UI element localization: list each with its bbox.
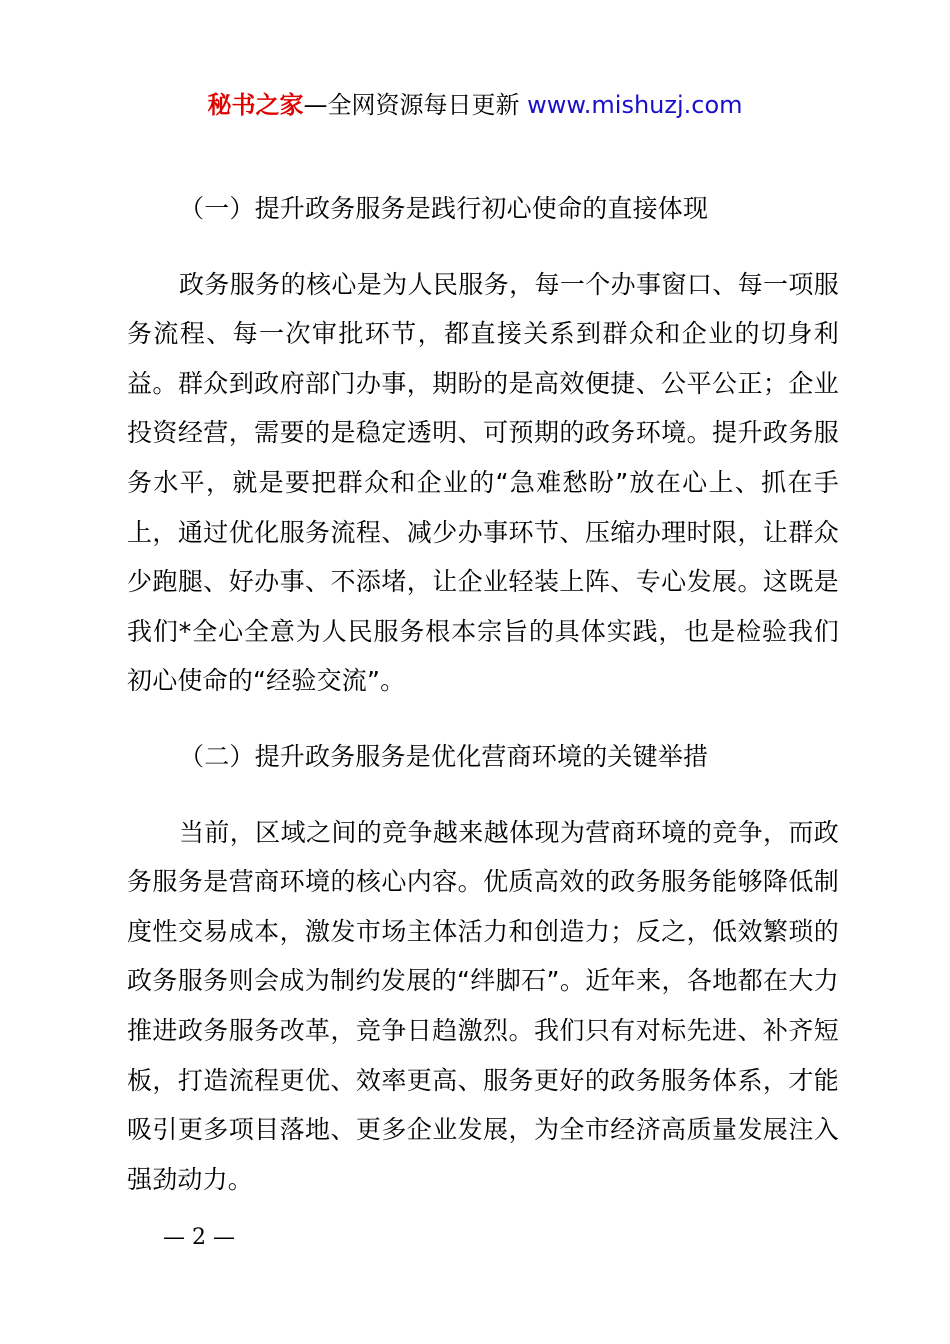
- section-heading-1: （一）提升政务服务是践行初心使命的直接体现: [179, 194, 709, 223]
- header-tagline: —全网资源每日更新: [303, 91, 528, 119]
- section-paragraph-1: 政务服务的核心是为人民服务，每一个办事窗口、每一项服务流程、每一次审批环节，都直接关系到群众和企业的切身利益。群众到政府部门办事，期盼的是高效便捷、公平公正；企业投资经营，需要的是稳定透明、可预期的政务环境。提升政务服务水平，就是要把群众和企业的“急难愁盼”放在心上、抓在手上，通过优化服务流程、减少办事环节、压缩办理时限，让群众少跑腿、好办事、不添堵，让企业轻装上阵、专心发展。这既是我们*全心全意为人民服务根本宗旨的具体实践，也是检验我们初心使命的“经验交流”。: [127, 269, 839, 696]
- page-number: — 2 —: [163, 1225, 235, 1250]
- section-paragraph-2: 当前，区域之间的竞争越来越体现为营商环境的竞争，而政务服务是营商环境的核心内容。优质高效的政务服务能够降低制度性交易成本，激发市场主体活力和创造力；反之，低效繁琐的政务服务则会成为制约发展的“绊脚石”。近年来，各地都在大力推进政务服务改革，竞争日趋激烈。我们只有对标先进、补齐短板，打造流程更优、效率更高、服务更好的政务服务体系，才能吸引更多项目落地、更多企业发展，为全市经济高质量发展注入强劲动力。: [127, 817, 839, 1194]
- section-heading-2: （二）提升政务服务是优化营商环境的关键举措: [179, 741, 709, 771]
- website-url[interactable]: www.mishuzj.com: [527, 91, 743, 119]
- section-spacer: [127, 234, 839, 260]
- brand-name: 秘书之家: [207, 91, 304, 119]
- section-spacer: [127, 706, 839, 732]
- document-body: [127, 184, 839, 1204]
- section-spacer: [127, 782, 839, 808]
- page-header: [0, 88, 950, 122]
